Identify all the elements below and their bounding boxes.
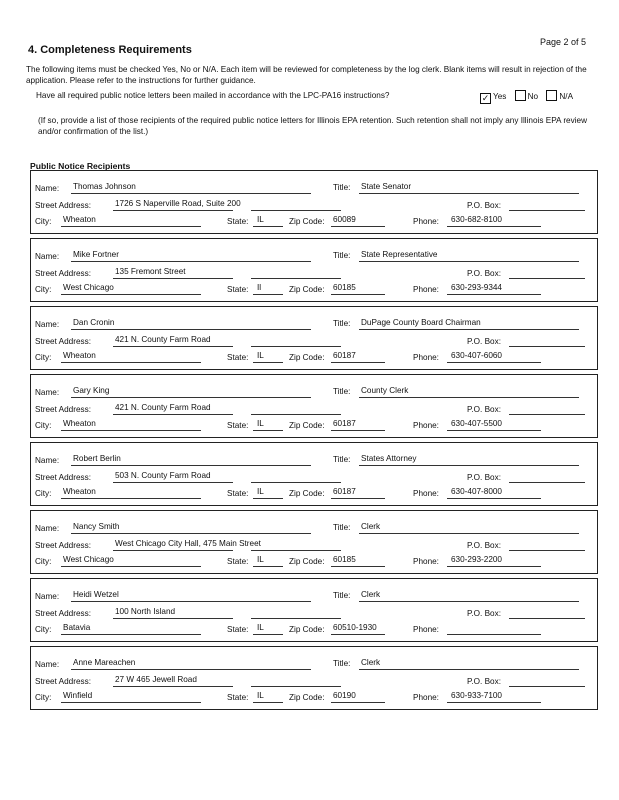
field-underline [71,329,311,330]
field-underline [253,294,283,295]
field-underline [447,226,541,227]
phone-value[interactable]: 630-933-7100 [451,691,502,700]
field-underline [447,430,541,431]
field-underline [331,566,385,567]
phone-value[interactable]: 630-293-2200 [451,555,502,564]
field-underline [113,686,233,687]
title-label: Title: [333,455,351,464]
name-label: Name: [35,592,60,601]
field-underline [113,618,233,619]
city-value[interactable]: Winfield [63,691,93,700]
recipient-card [30,510,598,574]
state-value[interactable]: IL [257,419,264,428]
po-box-label: P.O. Box: [467,269,501,278]
po-box-label: P.O. Box: [467,677,501,686]
field-underline [113,278,233,279]
yes-option[interactable] [480,92,506,101]
city-value[interactable]: Wheaton [63,419,96,428]
zip-value[interactable]: 60185 [333,283,356,292]
field-underline [331,362,385,363]
zip-label: Zip Code: [289,557,325,566]
field-underline [253,634,283,635]
retention-note: (If so, provide a list of those recipients of the required public notice letters for Illinois EPA retention. Such retention shall not imply any Illinois EPA review and/or confirmation of the list.) [38,116,587,136]
city-value[interactable]: Wheaton [63,215,96,224]
phone-label: Phone: [413,557,439,566]
field-underline [251,278,341,279]
field-underline [359,193,579,194]
title-label: Title: [333,523,351,532]
field-underline [251,618,341,619]
field-underline [331,702,385,703]
title-label: Title: [333,183,351,192]
field-underline [253,362,283,363]
field-underline [359,329,579,330]
field-underline [253,430,283,431]
field-underline [71,397,311,398]
title-label: Title: [333,387,351,396]
field-underline [253,566,283,567]
field-underline [251,346,341,347]
field-underline [113,414,233,415]
field-underline [61,430,201,431]
street-label: Street Address: [35,269,91,278]
field-underline [359,533,579,534]
zip-label: Zip Code: [289,693,325,702]
field-underline [61,362,201,363]
zip-label: Zip Code: [289,285,325,294]
na-checkbox[interactable] [546,90,557,101]
field-underline [113,210,233,211]
name-label: Name: [35,524,60,533]
street-value[interactable]: 27 W 465 Jewell Road [115,675,197,684]
zip-value[interactable]: 60187 [333,487,356,496]
field-underline [509,550,585,551]
field-underline [253,226,283,227]
notice-question: Have all required public notice letters been mailed in accordance with the LPC-PA16 instructions? [36,91,390,100]
zip-value[interactable]: 60185 [333,555,356,564]
title-value[interactable]: County Clerk [361,386,409,395]
field-underline [71,261,311,262]
field-underline [331,226,385,227]
field-underline [253,702,283,703]
title-label: Title: [333,659,351,668]
title-value[interactable]: DuPage County Board Chairman [361,318,481,327]
name-value[interactable]: Anne Mareachen [73,658,136,667]
field-underline [509,482,585,483]
po-box-label: P.O. Box: [467,541,501,550]
zip-value[interactable]: 60510-1930 [333,623,377,632]
phone-label: Phone: [413,625,439,634]
field-underline [61,226,201,227]
field-underline [509,278,585,279]
field-underline [253,498,283,499]
field-underline [71,465,311,466]
state-label: State: [227,693,249,702]
name-value[interactable]: Nancy Smith [73,522,120,531]
field-underline [71,193,311,194]
field-underline [359,261,579,262]
name-value[interactable]: Thomas Johnson [73,182,136,191]
field-underline [331,294,385,295]
state-value[interactable]: IL [257,487,264,496]
street-value[interactable]: West Chicago City Hall, 475 Main Street [115,539,261,548]
zip-value[interactable]: 60187 [333,419,356,428]
city-label: City: [35,557,52,566]
street-label: Street Address: [35,473,91,482]
state-value[interactable]: Il [257,283,262,292]
name-label: Name: [35,320,60,329]
recipients-heading: Public Notice Recipients [30,161,131,171]
field-underline [61,634,201,635]
field-underline [447,566,541,567]
recipient-card [30,238,598,302]
phone-label: Phone: [413,693,439,702]
intro-text: The following items must be checked Yes, No or N/A. Each item will be reviewed for completeness by the log clerk. Blank items will result in rejection of the application. Please refer to the instructions for further guidance. [26,65,587,85]
no-option[interactable] [515,92,538,101]
name-label: Name: [35,660,60,669]
field-underline [447,702,541,703]
state-value[interactable]: IL [257,691,264,700]
field-underline [71,669,311,670]
name-value[interactable]: Mike Fortner [73,250,119,259]
city-label: City: [35,489,52,498]
phone-label: Phone: [413,353,439,362]
title-value[interactable]: Clerk [361,590,381,599]
state-value[interactable]: IL [257,555,264,564]
name-label: Name: [35,252,60,261]
na-label: N/A [559,92,574,101]
city-value[interactable]: Wheaton [63,487,96,496]
no-checkbox[interactable] [515,90,526,101]
title-value[interactable]: State Senator [361,182,412,191]
zip-label: Zip Code: [289,489,325,498]
city-label: City: [35,625,52,634]
street-label: Street Address: [35,201,91,210]
field-underline [61,498,201,499]
street-value[interactable]: 503 N. County Farm Road [115,471,211,480]
city-label: City: [35,353,52,362]
po-box-label: P.O. Box: [467,473,501,482]
zip-label: Zip Code: [289,625,325,634]
po-box-label: P.O. Box: [467,337,501,346]
phone-value[interactable]: 630-407-5500 [451,419,502,428]
recipient-card [30,646,598,710]
field-underline [509,618,585,619]
field-underline [251,414,341,415]
phone-label: Phone: [413,421,439,430]
field-underline [71,533,311,534]
zip-label: Zip Code: [289,217,325,226]
name-label: Name: [35,388,60,397]
no-label: No [527,92,539,101]
field-underline [61,294,201,295]
state-label: State: [227,625,249,634]
field-underline [251,210,341,211]
name-label: Name: [35,184,60,193]
field-underline [331,430,385,431]
field-underline [509,686,585,687]
zip-label: Zip Code: [289,353,325,362]
recipient-card [30,306,598,370]
name-label: Name: [35,456,60,465]
street-label: Street Address: [35,609,91,618]
po-box-label: P.O. Box: [467,201,501,210]
yes-checkbox[interactable]: ✓ [481,93,490,103]
street-value[interactable]: 421 N. County Farm Road [115,335,211,344]
title-value[interactable]: Clerk [361,522,381,531]
title-value[interactable]: State Representative [361,250,438,259]
name-value[interactable]: Dan Cronin [73,318,115,327]
city-label: City: [35,693,52,702]
city-value[interactable]: West Chicago [63,555,114,564]
city-label: City: [35,285,52,294]
field-underline [447,634,541,635]
state-label: State: [227,353,249,362]
zip-value[interactable]: 60089 [333,215,356,224]
po-box-label: P.O. Box: [467,405,501,414]
state-label: State: [227,489,249,498]
state-label: State: [227,217,249,226]
state-label: State: [227,421,249,430]
field-underline [61,702,201,703]
field-underline [359,601,579,602]
yes-label: Yes [493,92,507,101]
zip-value[interactable]: 60190 [333,691,356,700]
field-underline [71,601,311,602]
field-underline [447,498,541,499]
phone-value[interactable]: 630-407-8000 [451,487,502,496]
field-underline [251,550,341,551]
field-underline [359,397,579,398]
street-label: Street Address: [35,677,91,686]
street-label: Street Address: [35,405,91,414]
field-underline [61,566,201,567]
page-number: Page 2 of 5 [540,37,587,47]
na-option[interactable] [546,92,573,101]
street-label: Street Address: [35,337,91,346]
zip-value[interactable]: 60187 [333,351,356,360]
phone-value[interactable]: 630-293-9344 [451,283,502,292]
phone-label: Phone: [413,217,439,226]
name-value[interactable]: Robert Berlin [73,454,121,463]
title-label: Title: [333,251,351,260]
street-value[interactable]: 1726 S Naperville Road, Suite 200 [115,199,241,208]
city-label: City: [35,421,52,430]
field-underline [331,634,385,635]
name-value[interactable]: Gary King [73,386,110,395]
field-underline [251,686,341,687]
street-value[interactable]: 100 North Island [115,607,176,616]
phone-value[interactable]: 630-682-8100 [451,215,502,224]
po-box-label: P.O. Box: [467,609,501,618]
state-value[interactable]: IL [257,351,264,360]
answer-options [480,90,579,104]
section-title: 4. Completeness Requirements [28,44,192,56]
street-value[interactable]: 421 N. County Farm Road [115,403,211,412]
phone-label: Phone: [413,285,439,294]
zip-label: Zip Code: [289,421,325,430]
field-underline [447,294,541,295]
street-label: Street Address: [35,541,91,550]
field-underline [251,482,341,483]
recipient-card [30,170,598,234]
title-label: Title: [333,591,351,600]
field-underline [359,465,579,466]
phone-value[interactable]: 630-407-6060 [451,351,502,360]
title-label: Title: [333,319,351,328]
field-underline [359,669,579,670]
state-label: State: [227,285,249,294]
phone-label: Phone: [413,489,439,498]
field-underline [331,498,385,499]
recipient-card [30,442,598,506]
recipient-card [30,578,598,642]
city-value[interactable]: Batavia [63,623,91,632]
name-value[interactable]: Heidi Wetzel [73,590,119,599]
recipient-card [30,374,598,438]
title-value[interactable]: States Attorney [361,454,417,463]
city-value[interactable]: West Chicago [63,283,114,292]
field-underline [113,550,233,551]
field-underline [509,414,585,415]
field-underline [113,346,233,347]
city-label: City: [35,217,52,226]
state-label: State: [227,557,249,566]
city-value[interactable]: Wheaton [63,351,96,360]
title-value[interactable]: Clerk [361,658,381,667]
field-underline [509,210,585,211]
field-underline [447,362,541,363]
field-underline [509,346,585,347]
street-value[interactable]: 135 Fremont Street [115,267,186,276]
field-underline [113,482,233,483]
state-value[interactable]: IL [257,215,264,224]
state-value[interactable]: IL [257,623,264,632]
